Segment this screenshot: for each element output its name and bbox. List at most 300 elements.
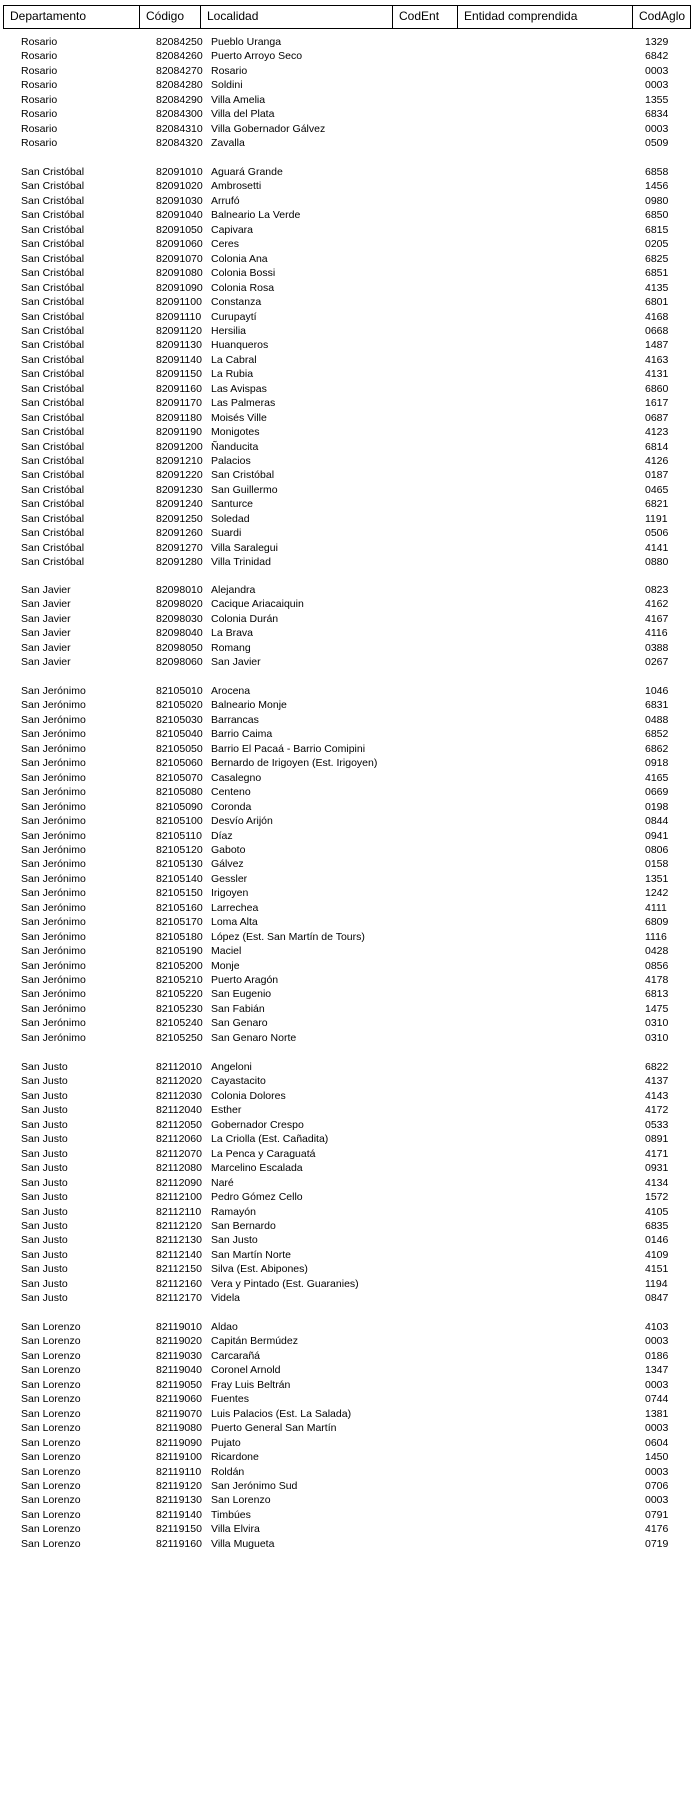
localidad-cell: Las Palmeras — [211, 397, 276, 410]
codigo-cell: 82105140 — [156, 872, 203, 885]
localidad-cell: Gessler — [211, 872, 248, 885]
codigo-cell: 82105040 — [156, 728, 203, 741]
codaglo-cell: 6815 — [645, 223, 669, 236]
codigo-cell: 82091070 — [156, 252, 203, 265]
codigo-cell: 82105190 — [156, 945, 203, 958]
localidad-cell: Puerto General San Martín — [211, 1422, 337, 1435]
codaglo-cell: 0918 — [645, 757, 669, 770]
codaglo-cell: 6825 — [645, 252, 669, 265]
localidad-cell: Centeno — [211, 786, 251, 799]
localidad-cell: Capivara — [211, 223, 254, 236]
localidad-cell: Moisés Ville — [211, 411, 267, 424]
departamento-cell: San Lorenzo — [21, 1321, 81, 1333]
codaglo-cell: 0465 — [645, 483, 669, 496]
codaglo-cell: 1355 — [645, 93, 669, 106]
codaglo-cell: 6834 — [645, 108, 669, 121]
departamento-cell: San Jerónimo — [21, 771, 86, 784]
localidad-cell: Pueblo Uranga — [211, 36, 282, 48]
codigo-cell: 82112010 — [156, 1061, 202, 1073]
codigo-cell: 82091180 — [156, 411, 202, 424]
codaglo-cell: 4103 — [645, 1321, 669, 1333]
codigo-cell: 82119100 — [156, 1451, 202, 1464]
codaglo-cell: 1351 — [645, 872, 669, 885]
departamento-cell: San Javier — [21, 598, 71, 611]
codigo-cell: 82084250 — [156, 36, 203, 48]
departamento-cell: San Lorenzo — [21, 1436, 81, 1449]
localidad-cell: Larrechea — [211, 901, 259, 914]
localidad-cell: Videla — [211, 1292, 240, 1305]
codigo-cell: 82091060 — [156, 238, 203, 251]
codaglo-cell: 4143 — [645, 1089, 669, 1102]
departamento-cell: San Jerónimo — [21, 1031, 86, 1044]
localidad-cell: Capitán Bermúdez — [211, 1335, 298, 1348]
localidad-cell: Villa Trinidad — [211, 556, 271, 569]
codaglo-cell: 0533 — [645, 1118, 669, 1131]
localidad-cell: Soldini — [211, 79, 243, 92]
localidad-cell: Las Avispas — [211, 382, 267, 395]
header-entidad-comprendida: Entidad comprendida — [458, 6, 633, 28]
codaglo-cell: 1475 — [645, 1002, 669, 1015]
codigo-cell: 82119040 — [156, 1364, 202, 1377]
departamento-cell: San Lorenzo — [21, 1451, 81, 1464]
departamento-cell: San Lorenzo — [21, 1508, 81, 1521]
localidad-cell: Villa Gobernador Gálvez — [211, 122, 326, 135]
codaglo-cell: 1194 — [645, 1277, 668, 1290]
codaglo-cell: 4172 — [645, 1104, 669, 1117]
codaglo-cell: 0506 — [645, 527, 669, 540]
codigo-cell: 82112150 — [156, 1263, 202, 1276]
codaglo-cell: 0844 — [645, 815, 669, 828]
localidad-cell: Esther — [211, 1104, 242, 1117]
localidad-cell: Bernardo de Irigoyen (Est. Irigoyen) — [211, 757, 378, 770]
codigo-cell: 82105050 — [156, 742, 203, 755]
codigo-cell: 82098030 — [156, 612, 203, 625]
localidad-cell: Suardi — [211, 527, 242, 540]
departamento-cell: San Jerónimo — [21, 974, 86, 986]
localidad-cell: Ramayón — [211, 1205, 256, 1218]
departamento-cell: San Cristóbal — [21, 194, 85, 207]
codaglo-cell: 0719 — [645, 1537, 669, 1550]
codigo-cell: 82091150 — [156, 368, 202, 381]
codigo-cell: 82091170 — [156, 397, 202, 410]
departamento-cell: Rosario — [21, 36, 58, 48]
codigo-cell: 82105110 — [156, 829, 202, 842]
localidad-cell: Ricardone — [211, 1451, 259, 1464]
departamento-cell: San Cristóbal — [21, 527, 85, 540]
codigo-cell: 82091140 — [156, 353, 202, 366]
codigo-cell: 82105090 — [156, 800, 203, 813]
localidad-cell: San Justo — [211, 1234, 258, 1247]
departamento-cell: San Cristóbal — [21, 469, 85, 482]
localidad-cell: Colonia Bossi — [211, 267, 276, 280]
header-codent: CodEnt — [393, 6, 458, 28]
departamento-cell: San Jerónimo — [21, 930, 86, 943]
departamento-cell: San Jerónimo — [21, 945, 86, 958]
localidad-cell: Cayastacito — [211, 1075, 266, 1088]
localidad-cell: Ceres — [211, 238, 240, 251]
localidad-cell: Aldao — [211, 1321, 238, 1333]
departamento-cell: San Cristóbal — [21, 166, 85, 178]
localidad-cell: Colonia Rosa — [211, 281, 275, 294]
codaglo-cell: 0003 — [645, 79, 669, 92]
codaglo-cell: 6862 — [645, 742, 669, 755]
localidad-cell: Coronel Arnold — [211, 1364, 281, 1377]
codaglo-cell: 0186 — [645, 1349, 669, 1362]
localidad-cell: Gaboto — [211, 843, 246, 856]
codaglo-cell: 4126 — [645, 455, 669, 467]
departamento-cell: San Justo — [21, 1248, 68, 1261]
codigo-cell: 82105180 — [156, 930, 203, 943]
codaglo-cell: 1329 — [645, 36, 669, 48]
codaglo-cell: 0198 — [645, 800, 669, 813]
codaglo-cell: 4141 — [645, 541, 669, 554]
departamento-cell: San Lorenzo — [21, 1364, 81, 1377]
departamento-cell: San Cristóbal — [21, 238, 85, 251]
departamento-cell: San Cristóbal — [21, 252, 85, 265]
departamento-cell: Rosario — [21, 108, 58, 121]
codaglo-cell: 4137 — [645, 1075, 669, 1088]
departamento-cell: San Cristóbal — [21, 339, 85, 352]
departamento-cell: San Cristóbal — [21, 281, 85, 294]
codaglo-cell: 0003 — [645, 1422, 669, 1435]
departamento-cell: San Justo — [21, 1176, 68, 1189]
localidad-cell: La Criolla (Est. Cañadita) — [211, 1133, 329, 1146]
codigo-cell: 82119140 — [156, 1508, 202, 1521]
codigo-cell: 82105030 — [156, 713, 203, 726]
codigo-cell: 82091280 — [156, 556, 203, 569]
localidad-cell: Colonia Dolores — [211, 1089, 286, 1102]
codigo-cell: 82084280 — [156, 79, 203, 92]
departamento-cell: San Jerónimo — [21, 728, 86, 741]
departamento-cell: San Jerónimo — [21, 685, 86, 697]
departamento-cell: San Lorenzo — [21, 1393, 81, 1406]
codigo-cell: 82112160 — [156, 1277, 202, 1290]
codaglo-cell: 0003 — [645, 64, 669, 77]
localidad-cell: San Javier — [211, 656, 261, 669]
codigo-cell: 82091210 — [156, 455, 203, 467]
departamento-cell: San Justo — [21, 1104, 68, 1117]
table-row — [0, 554, 699, 570]
codigo-cell: 82112080 — [156, 1162, 202, 1175]
codigo-cell: 82091100 — [156, 296, 202, 309]
departamento-cell: San Lorenzo — [21, 1349, 81, 1362]
header-codigo: Código — [140, 6, 201, 28]
localidad-cell: Carcarañá — [211, 1349, 261, 1362]
localidad-cell: Desvío Arijón — [211, 815, 273, 828]
codaglo-cell: 0823 — [645, 584, 669, 596]
codaglo-cell: 4134 — [645, 1176, 669, 1189]
codigo-cell: 82112050 — [156, 1118, 202, 1131]
codaglo-cell: 0310 — [645, 1031, 669, 1044]
codigo-cell: 82105200 — [156, 959, 203, 972]
localidad-cell: La Penca y Caraguatá — [211, 1147, 316, 1160]
localidad-cell: Pedro Gómez Cello — [211, 1191, 303, 1204]
codaglo-cell: 1487 — [645, 339, 669, 352]
codigo-cell: 82091130 — [156, 339, 202, 352]
codaglo-cell: 0980 — [645, 194, 669, 207]
codaglo-cell: 0604 — [645, 1436, 669, 1449]
localidad-cell: San Eugenio — [211, 988, 272, 1001]
codaglo-cell: 0880 — [645, 556, 669, 569]
departamento-cell: San Jerónimo — [21, 872, 86, 885]
codaglo-cell: 0388 — [645, 641, 669, 654]
codigo-cell: 82119050 — [156, 1378, 202, 1391]
codigo-cell: 82091240 — [156, 498, 203, 511]
localidad-cell: Luis Palacios (Est. La Salada) — [211, 1407, 352, 1420]
departamento-cell: San Cristóbal — [21, 353, 85, 366]
codaglo-cell: 0791 — [645, 1508, 669, 1521]
codaglo-cell: 0146 — [645, 1234, 669, 1247]
codigo-cell: 82119010 — [156, 1321, 202, 1333]
table-row — [0, 135, 699, 151]
localidad-cell: Soledad — [211, 512, 250, 525]
localidad-cell: Ambrosetti — [211, 180, 262, 193]
departamento-cell: San Justo — [21, 1292, 68, 1305]
codaglo-cell: 6858 — [645, 166, 669, 178]
localidad-cell: Constanza — [211, 296, 262, 309]
localidad-cell: Villa del Plata — [211, 108, 275, 121]
codigo-cell: 82112090 — [156, 1176, 202, 1189]
codaglo-cell: 0003 — [645, 1335, 669, 1348]
codaglo-cell: 6821 — [645, 498, 669, 511]
codigo-cell: 82084320 — [156, 137, 203, 150]
codaglo-cell: 6814 — [645, 440, 669, 453]
codaglo-cell: 6822 — [645, 1061, 669, 1073]
localidad-cell: Alejandra — [211, 584, 256, 596]
departamento-cell: San Cristóbal — [21, 541, 85, 554]
codigo-cell: 82091190 — [156, 426, 202, 439]
codigo-cell: 82112100 — [156, 1191, 202, 1204]
codaglo-cell: 0669 — [645, 786, 669, 799]
localidad-cell: Curupaytí — [211, 310, 257, 323]
codigo-cell: 82105100 — [156, 815, 203, 828]
codaglo-cell: 0187 — [645, 469, 669, 482]
departamento-cell: San Cristóbal — [21, 498, 85, 511]
codigo-cell: 82084270 — [156, 64, 203, 77]
codigo-cell: 82105130 — [156, 858, 203, 871]
departamento-cell: San Cristóbal — [21, 310, 85, 323]
departamento-cell: San Cristóbal — [21, 267, 85, 280]
codigo-cell: 82098040 — [156, 627, 203, 640]
codaglo-cell: 4116 — [645, 627, 668, 640]
codaglo-cell: 4123 — [645, 426, 669, 439]
localidad-cell: San Genaro Norte — [211, 1031, 297, 1044]
departamento-cell: San Jerónimo — [21, 916, 86, 929]
localidad-cell: San Martín Norte — [211, 1248, 291, 1261]
codigo-cell: 82105070 — [156, 771, 203, 784]
codigo-cell: 82112020 — [156, 1075, 202, 1088]
departamento-cell: San Justo — [21, 1277, 68, 1290]
localidad-cell: Villa Amelia — [211, 93, 266, 106]
localidad-cell: Balneario Monje — [211, 699, 287, 712]
codigo-cell: 82105010 — [156, 685, 203, 697]
codaglo-cell: 0847 — [645, 1292, 669, 1305]
codigo-cell: 82091220 — [156, 469, 203, 482]
departamento-cell: San Lorenzo — [21, 1407, 81, 1420]
codaglo-cell: 0806 — [645, 843, 669, 856]
codigo-cell: 82119020 — [156, 1335, 202, 1348]
departamento-cell: San Jerónimo — [21, 742, 86, 755]
departamento-cell: San Jerónimo — [21, 988, 86, 1001]
codigo-cell: 82112170 — [156, 1292, 202, 1305]
departamento-cell: San Cristóbal — [21, 209, 85, 222]
departamento-cell: San Cristóbal — [21, 483, 85, 496]
localidad-cell: San Cristóbal — [211, 469, 275, 482]
codigo-cell: 82105020 — [156, 699, 203, 712]
localidad-cell: Puerto Aragón — [211, 974, 279, 986]
codigo-cell: 82105120 — [156, 843, 203, 856]
departamento-cell: San Justo — [21, 1061, 68, 1073]
codigo-cell: 82105060 — [156, 757, 203, 770]
codigo-cell: 82105170 — [156, 916, 203, 929]
codigo-cell: 82112140 — [156, 1248, 202, 1261]
departamento-cell: San Cristóbal — [21, 426, 85, 439]
codigo-cell: 82112060 — [156, 1133, 202, 1146]
codaglo-cell: 0428 — [645, 945, 669, 958]
codaglo-cell: 0744 — [645, 1393, 669, 1406]
codaglo-cell: 1450 — [645, 1451, 669, 1464]
codaglo-cell: 4163 — [645, 353, 669, 366]
departamento-cell: San Javier — [21, 656, 71, 669]
departamento-cell: San Justo — [21, 1133, 68, 1146]
codigo-cell: 82119120 — [156, 1479, 202, 1492]
departamento-cell: San Lorenzo — [21, 1494, 81, 1507]
codaglo-cell: 0941 — [645, 829, 669, 842]
departamento-cell: Rosario — [21, 93, 58, 106]
header-codaglo: CodAglo — [639, 9, 686, 23]
codaglo-cell: 4176 — [645, 1523, 669, 1536]
departamento-cell: San Cristóbal — [21, 180, 85, 193]
departamento-cell: San Jerónimo — [21, 829, 86, 842]
codaglo-cell: 1572 — [645, 1191, 669, 1204]
codigo-cell: 82091270 — [156, 541, 203, 554]
codaglo-cell: 6801 — [645, 296, 669, 309]
departamento-cell: San Cristóbal — [21, 455, 85, 467]
departamento-cell: San Justo — [21, 1118, 68, 1131]
codaglo-cell: 6852 — [645, 728, 669, 741]
localidad-cell: Ñanducita — [211, 440, 259, 453]
codaglo-cell: 6809 — [645, 916, 669, 929]
codaglo-cell: 4168 — [645, 310, 669, 323]
localidad-cell: Hersilia — [211, 324, 247, 337]
codigo-cell: 82098050 — [156, 641, 203, 654]
codaglo-cell: 0158 — [645, 858, 669, 871]
localidad-cell: Colonia Durán — [211, 612, 279, 625]
codaglo-cell: 4178 — [645, 974, 669, 986]
localidad-cell: La Cabral — [211, 353, 257, 366]
codaglo-cell: 0267 — [645, 656, 669, 669]
codaglo-cell: 1116 — [645, 930, 667, 943]
codigo-cell: 82119070 — [156, 1407, 202, 1420]
departamento-cell: San Lorenzo — [21, 1537, 81, 1550]
codigo-cell: 82091090 — [156, 281, 203, 294]
codigo-cell: 82091250 — [156, 512, 203, 525]
codigo-cell: 82112030 — [156, 1089, 202, 1102]
codaglo-cell: 0003 — [645, 1494, 669, 1507]
localidad-cell: Roldán — [211, 1465, 245, 1478]
departamento-cell: San Jerónimo — [21, 1002, 86, 1015]
localidad-cell: Santurce — [211, 498, 254, 511]
codigo-cell: 82084290 — [156, 93, 203, 106]
codaglo-cell: 0310 — [645, 1017, 669, 1030]
codaglo-cell: 6850 — [645, 209, 669, 222]
departamento-cell: San Javier — [21, 612, 71, 625]
localidad-cell: San Fabián — [211, 1002, 265, 1015]
localidad-cell: San Guillermo — [211, 483, 278, 496]
localidad-cell: Barrio El Pacaá - Barrio Comipini — [211, 742, 366, 755]
departamento-cell: San Cristóbal — [21, 368, 85, 381]
codigo-cell: 82091120 — [156, 324, 202, 337]
localidad-cell: Colonia Ana — [211, 252, 268, 265]
departamento-cell: San Justo — [21, 1191, 68, 1204]
localidad-cell: San Genaro — [211, 1017, 268, 1030]
localidad-cell: Coronda — [211, 800, 252, 813]
codigo-cell: 82091160 — [156, 382, 202, 395]
codaglo-cell: 1191 — [645, 512, 668, 525]
localidad-cell: Casalegno — [211, 771, 262, 784]
departamento-cell: San Cristóbal — [21, 324, 85, 337]
codigo-cell: 82084300 — [156, 108, 203, 121]
codigo-cell: 82119080 — [156, 1422, 202, 1435]
codaglo-cell: 0856 — [645, 959, 669, 972]
departamento-cell: San Justo — [21, 1219, 68, 1232]
codaglo-cell: 1456 — [645, 180, 669, 193]
localidad-cell: Villa Elvira — [211, 1523, 260, 1536]
codaglo-cell: 1347 — [645, 1364, 669, 1377]
localidad-cell: Maciel — [211, 945, 242, 958]
codigo-cell: 82105150 — [156, 887, 203, 900]
localidad-cell: Díaz — [211, 829, 233, 842]
localidad-cell: Arocena — [211, 685, 251, 697]
localidad-cell: La Brava — [211, 627, 254, 640]
localidad-cell: Romang — [211, 641, 251, 654]
departamento-cell: San Javier — [21, 584, 71, 596]
codaglo-cell: 0003 — [645, 1378, 669, 1391]
codigo-cell: 82091030 — [156, 194, 203, 207]
localidad-cell: Loma Alta — [211, 916, 258, 929]
localidad-cell: Villa Mugueta — [211, 1537, 275, 1550]
localidad-cell: Zavalla — [211, 137, 245, 150]
localidad-cell: Gálvez — [211, 858, 244, 871]
header-localidad: Localidad — [201, 6, 393, 28]
localidad-cell: Pujato — [211, 1436, 241, 1449]
codigo-cell: 82091200 — [156, 440, 203, 453]
codaglo-cell: 4109 — [645, 1248, 669, 1261]
departamento-cell: San Justo — [21, 1234, 68, 1247]
departamento-cell: San Jerónimo — [21, 901, 86, 914]
departamento-cell: San Cristóbal — [21, 223, 85, 236]
codaglo-cell: 0931 — [645, 1162, 669, 1175]
codaglo-cell: 0488 — [645, 713, 669, 726]
localidad-cell: Irigoyen — [211, 887, 249, 900]
codaglo-cell: 6842 — [645, 50, 669, 63]
codaglo-cell: 6835 — [645, 1219, 669, 1232]
codigo-cell: 82112040 — [156, 1104, 202, 1117]
localidad-cell: San Jerónimo Sud — [211, 1479, 298, 1492]
codigo-cell: 82119150 — [156, 1523, 202, 1536]
table-row — [0, 1290, 699, 1306]
codaglo-cell: 1617 — [645, 397, 669, 410]
codigo-cell: 82112130 — [156, 1234, 202, 1247]
codaglo-cell: 0891 — [645, 1133, 669, 1146]
departamento-cell: San Cristóbal — [21, 296, 85, 309]
codigo-cell: 82105210 — [156, 974, 203, 986]
codigo-cell: 82091050 — [156, 223, 203, 236]
codigo-cell: 82105250 — [156, 1031, 203, 1044]
codigo-cell: 82119130 — [156, 1494, 202, 1507]
header-departamento: Departamento — [4, 6, 140, 28]
departamento-cell: San Justo — [21, 1075, 68, 1088]
